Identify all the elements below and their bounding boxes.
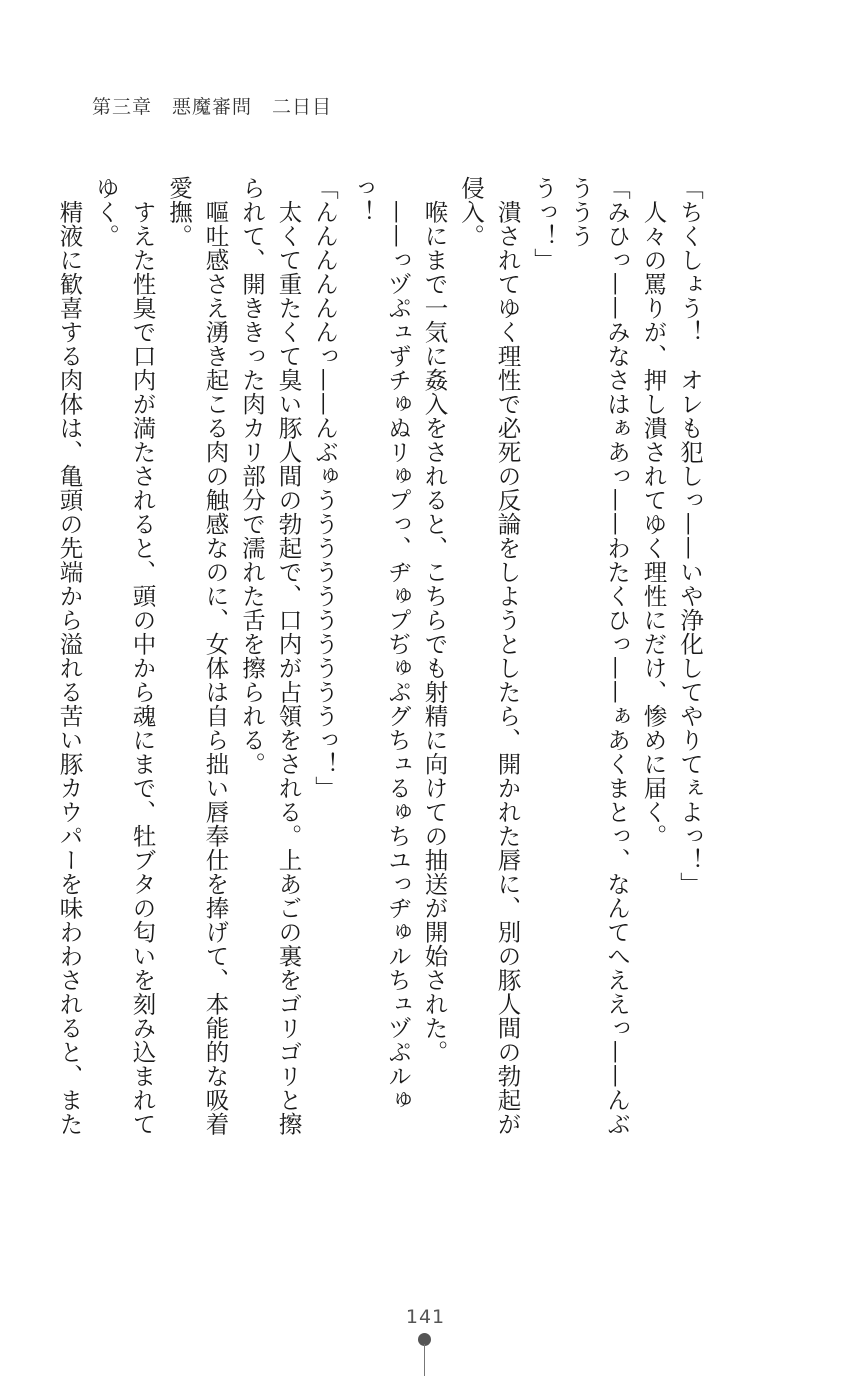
paragraph: ゆく。 [92, 176, 120, 248]
paragraph: 人々の罵りが、押し潰されてゆく理性にだけ、惨めに届く。 [639, 199, 668, 848]
paragraph: 「んんんんんんっ——んぶゅううううううううううっ！」 [311, 176, 339, 800]
paragraph: 「みひっ——みなさはぁあっ——わたくひっ——ぁあくまとっ、なんてへええっ——んぶううう [566, 176, 631, 1136]
page-number: 141 [405, 1306, 446, 1328]
paragraph: 愛撫。 [165, 176, 193, 248]
paragraph: 侵入。 [457, 176, 485, 248]
paragraph: うっ！」 [530, 176, 558, 272]
paragraph: 「ちくしょう！ オレも犯しっ——いや浄化してやりてぇよっ！」 [676, 176, 704, 896]
paragraph: 潰されてゆく理性で必死の反論をしようとしたら、開かれた唇に、別の豚人間の勃起が [493, 199, 522, 1136]
paragraph: すえた性臭で口内が満たされると、頭の中から魂にまで、牡ブタの匂いを刻み込まれて [128, 199, 157, 1136]
paragraph: 嘔吐感さえ湧き起こる肉の触感なのに、女体は自ら拙い唇奉仕を捧げて、本能的な吸着 [201, 199, 230, 1136]
paragraph: 太くて重たくて臭い豚人間の勃起で、口内が占領をされる。上あごの裏をゴリゴリと擦 [274, 199, 303, 1136]
paragraph: っ！ [347, 176, 376, 224]
page-marker-line [424, 1344, 425, 1376]
paragraph: 喉にまで一気に姦入をされると、こちらでも射精に向けての抽送が開始された。 [420, 199, 449, 1064]
paragraph: られて、開ききった肉カリ部分で濡れた舌を擦られる。 [238, 176, 266, 776]
paragraph: 精液に歓喜する肉体は、亀頭の先端から溢れる苦い豚カウパーを味わわされると、また [55, 199, 84, 1136]
body-text [51, 176, 708, 1136]
paragraph: ——っヅぷュずチゅぬリゅプっ、ヂゅプぢゅぷグちュるゅちユっヂゅルちュヅぷルゅ [384, 199, 412, 1112]
running-header: 第三章 悪魔審問 二日目 [92, 96, 333, 118]
